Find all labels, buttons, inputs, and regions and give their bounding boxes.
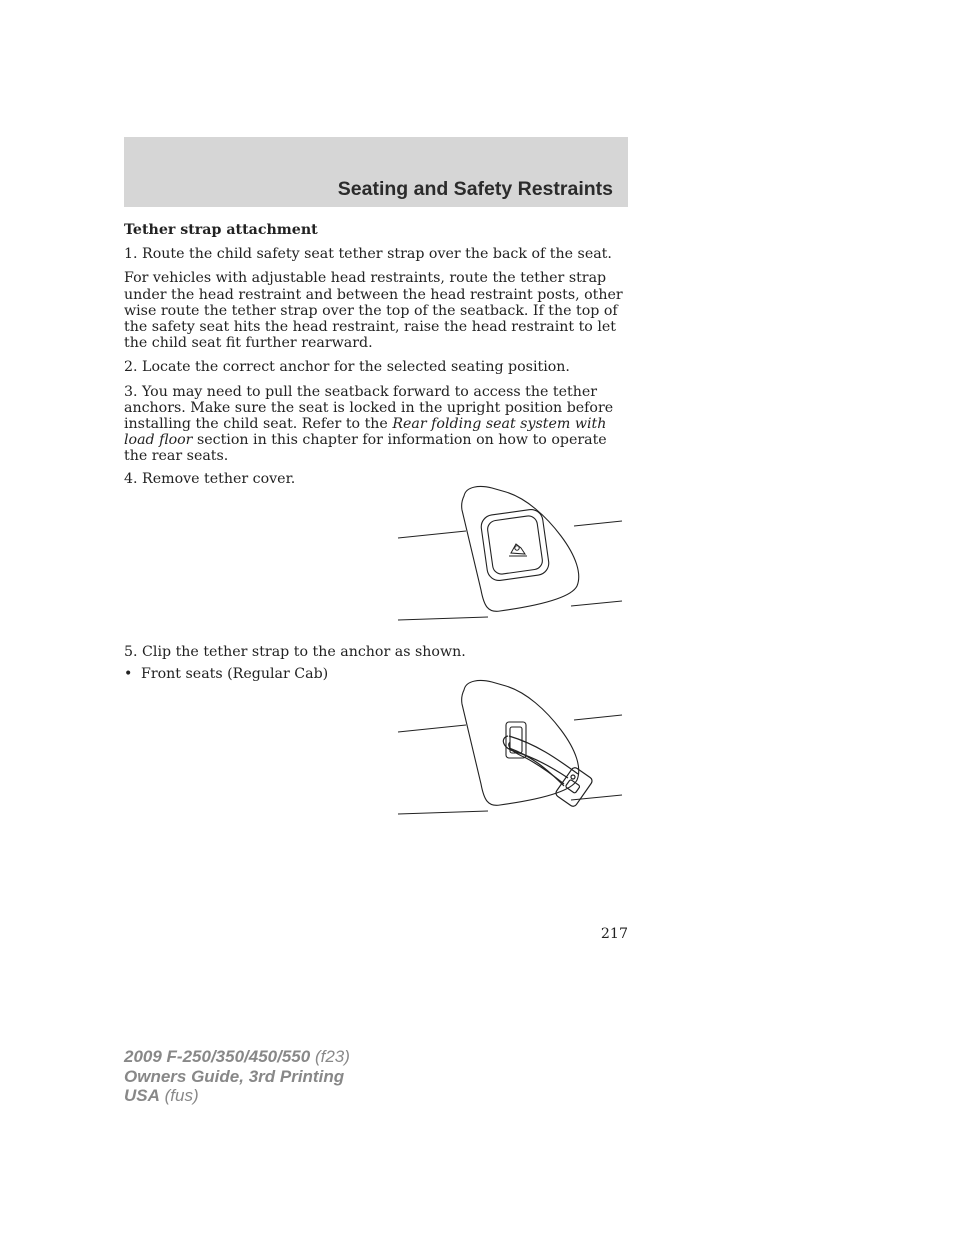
bullet-text: Front seats (Regular Cab) [141,666,329,682]
step-3-text-b: section in this chapter for information on how to operate the rear seats. [124,432,607,465]
footer-line-market [124,1086,350,1106]
section-header-band [124,137,628,207]
footer-line-guide: Owners Guide, 3rd Printing [124,1066,345,1086]
footer-model-code: (f23) [310,1047,350,1066]
footer-market: USA [124,1086,160,1105]
bullet-marker: • [124,666,133,682]
section-title: Seating and Safety Restraints [337,178,613,200]
footer-line-model [124,1047,350,1067]
footer-model: 2009 F-250/350/450/550 [124,1047,311,1066]
document-footer [124,1047,350,1106]
step-3-reference: Rear folding seat system with load floor [124,416,607,449]
step-5: 5. Clip the tether strap to the anchor as shown. [124,644,466,660]
page-number: 217 [600,926,628,942]
subheading: Tether strap attachment [124,222,318,238]
paragraph-head-restraints: For vehicles with adjustable head restraints, route the tether strap under the head restraint and between the head restraint posts, other wise route the tether strap over the top of the seatback. If the top of the safety seat hits the head restraint, raise the head restraint to let the child seat fit further rearward. [124,270,623,352]
tether-clip-illustration [396,678,628,818]
bullet-item-front-seats [124,666,328,682]
step-1: 1. Route the child safety seat tether strap over the back of the seat. [124,246,612,263]
main-content [124,222,628,473]
step-3 [124,384,628,465]
tether-cover-illustration [396,484,628,624]
step-2: 2. Locate the correct anchor for the selected seating position. [124,359,570,376]
step-3-text-a: 3. You may need to pull the seatback forward to access the tether anchors. Make sure the seat is locked in the upright position before installing the child seat. Refer to the [124,383,614,433]
footer-market-code: (fus) [159,1086,199,1105]
step-4: 4. Remove tether cover. [124,471,296,487]
